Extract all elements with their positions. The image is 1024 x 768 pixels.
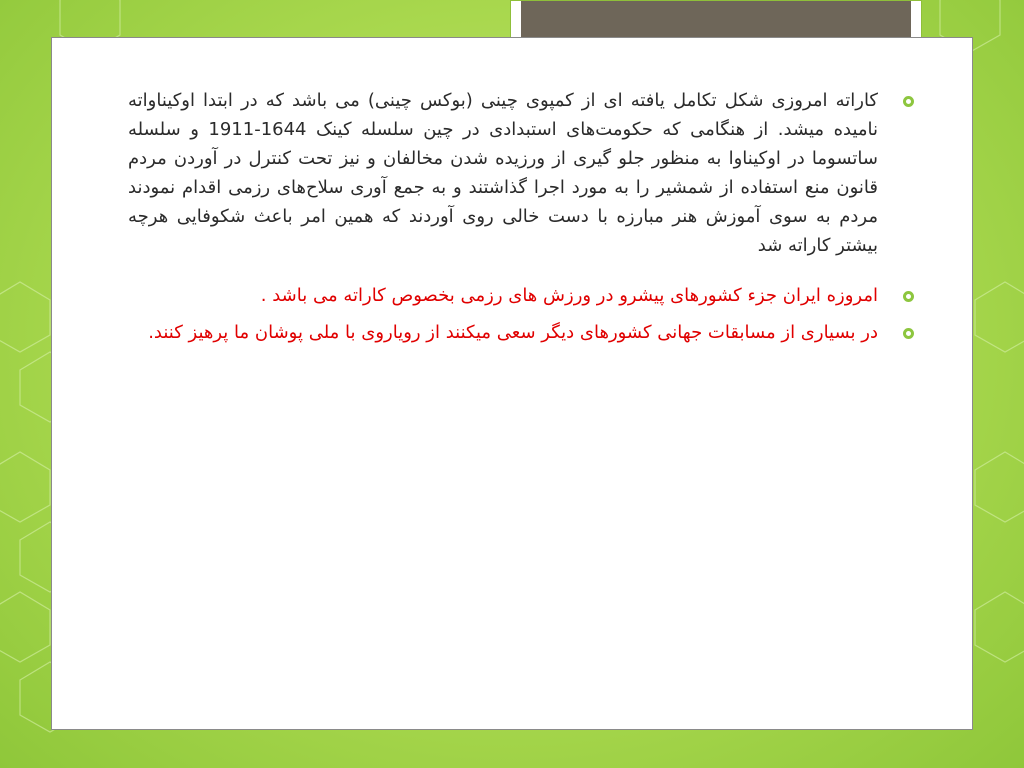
bullet-text: کاراته امروزی شکل تکامل یافته ای از کمپوی چینی (بوکس چینی) می باشد که در ابتدا اوکیناواته نامیده میشد. از هنگامی که حکومت‌های استبدادی در چین سلسله کینک 1644-1911 و سلسله ساتسوما در اوکیناوا به منظور جلو گیری از ورزیده شدن مخالفان و نیز تحت کنترل در آوردن مردم قانون منع استفاده از شمشیر را به مورد اجرا گذاشتند و به جمع آوری سلاح‌های رزمی اقدام نمودند مردم به سوی آموزش هنر مبارزه با دست خالی روی آوردند که همین امر باعث شکوفایی هرچه بیشتر کاراته شد	[128, 90, 879, 256]
bullet-text: امروزه ایران جزء کشورهای پیشرو در ورزش های رزمی بخصوص کاراته می باشد .	[260, 285, 878, 306]
slide-content-panel	[51, 37, 973, 730]
bullet-item-history	[128, 86, 918, 260]
bullet-item-competitions	[128, 318, 918, 347]
bullet-item-iran	[128, 281, 918, 310]
bullet-marker-icon	[903, 328, 914, 339]
bullet-marker-icon	[903, 291, 914, 302]
bullet-list	[128, 86, 918, 355]
bullet-marker-icon	[903, 96, 914, 107]
bullet-text: در بسیاری از مسابقات جهانی کشورهای دیگر سعی میکنند از رویاروی با ملی پوشان ما پرهیز کنند.	[148, 322, 878, 343]
